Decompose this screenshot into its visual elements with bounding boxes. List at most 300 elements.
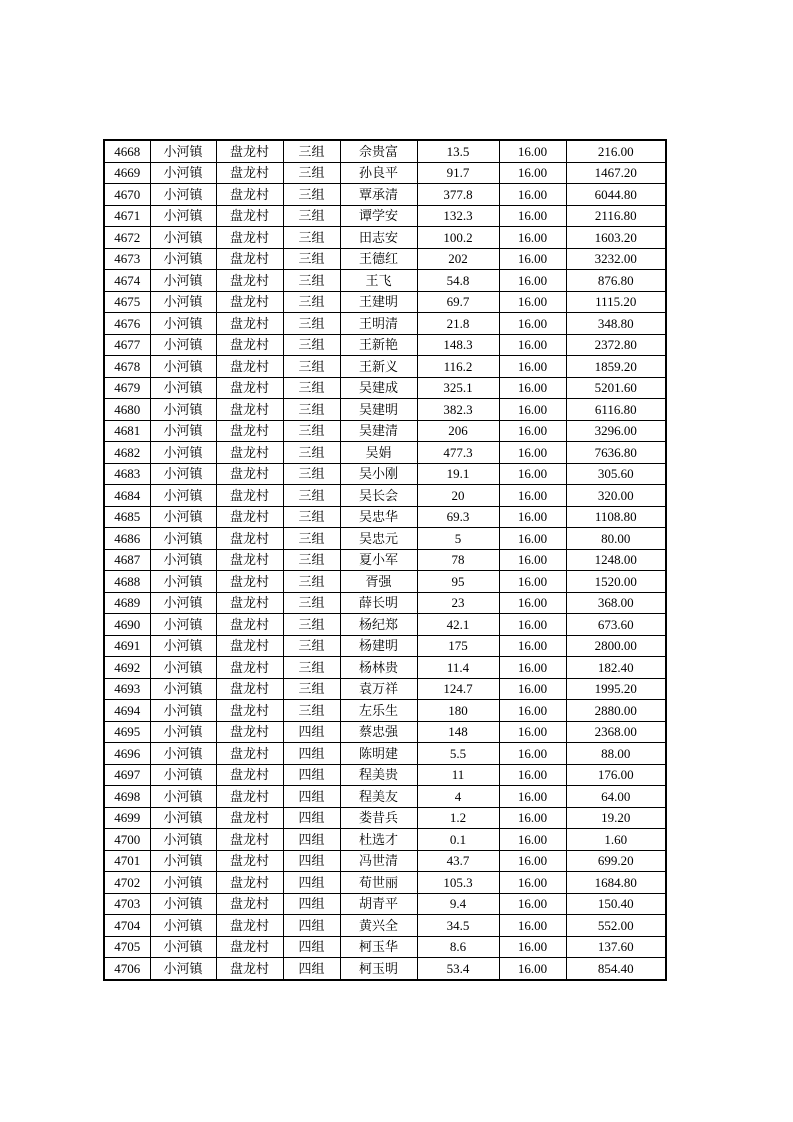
- cell-village: 盘龙村: [216, 184, 283, 206]
- cell-town: 小河镇: [150, 399, 216, 421]
- cell-group: 四组: [283, 872, 340, 894]
- cell-amount: 3296.00: [566, 420, 666, 442]
- cell-village: 盘龙村: [216, 140, 283, 162]
- table-row: [104, 463, 666, 485]
- table-row: [104, 592, 666, 614]
- cell-unit_price: 16.00: [499, 442, 566, 464]
- cell-village: 盘龙村: [216, 614, 283, 636]
- cell-group: 四组: [283, 893, 340, 915]
- cell-unit_price: 16.00: [499, 657, 566, 679]
- cell-village: 盘龙村: [216, 442, 283, 464]
- cell-quantity: 5.5: [417, 743, 499, 765]
- cell-name: 胥强: [340, 571, 417, 593]
- cell-name: 杨纪郑: [340, 614, 417, 636]
- cell-name: 胡青平: [340, 893, 417, 915]
- cell-id: 4668: [104, 140, 150, 162]
- cell-group: 三组: [283, 270, 340, 292]
- cell-town: 小河镇: [150, 420, 216, 442]
- cell-quantity: 377.8: [417, 184, 499, 206]
- cell-id: 4679: [104, 377, 150, 399]
- cell-id: 4674: [104, 270, 150, 292]
- cell-unit_price: 16.00: [499, 614, 566, 636]
- cell-name: 吴娟: [340, 442, 417, 464]
- cell-name: 吴建明: [340, 399, 417, 421]
- cell-amount: 876.80: [566, 270, 666, 292]
- cell-village: 盘龙村: [216, 678, 283, 700]
- cell-village: 盘龙村: [216, 291, 283, 313]
- cell-unit_price: 16.00: [499, 936, 566, 958]
- cell-town: 小河镇: [150, 463, 216, 485]
- cell-quantity: 20: [417, 485, 499, 507]
- cell-unit_price: 16.00: [499, 334, 566, 356]
- cell-quantity: 13.5: [417, 140, 499, 162]
- table-row: [104, 700, 666, 722]
- cell-id: 4697: [104, 764, 150, 786]
- cell-unit_price: 16.00: [499, 184, 566, 206]
- cell-quantity: 105.3: [417, 872, 499, 894]
- cell-town: 小河镇: [150, 700, 216, 722]
- cell-town: 小河镇: [150, 592, 216, 614]
- cell-quantity: 54.8: [417, 270, 499, 292]
- cell-group: 三组: [283, 377, 340, 399]
- cell-group: 四组: [283, 915, 340, 937]
- cell-id: 4704: [104, 915, 150, 937]
- cell-quantity: 42.1: [417, 614, 499, 636]
- cell-group: 三组: [283, 291, 340, 313]
- cell-quantity: 19.1: [417, 463, 499, 485]
- table-row: [104, 850, 666, 872]
- cell-id: 4684: [104, 485, 150, 507]
- cell-amount: 176.00: [566, 764, 666, 786]
- cell-town: 小河镇: [150, 829, 216, 851]
- table-row: [104, 936, 666, 958]
- cell-amount: 1467.20: [566, 162, 666, 184]
- cell-amount: 216.00: [566, 140, 666, 162]
- cell-name: 蔡忠强: [340, 721, 417, 743]
- cell-amount: 1108.80: [566, 506, 666, 528]
- cell-amount: 1.60: [566, 829, 666, 851]
- cell-name: 柯玉华: [340, 936, 417, 958]
- cell-name: 杨林贵: [340, 657, 417, 679]
- table-row: [104, 377, 666, 399]
- cell-unit_price: 16.00: [499, 528, 566, 550]
- cell-id: 4694: [104, 700, 150, 722]
- table-row: [104, 506, 666, 528]
- cell-village: 盘龙村: [216, 227, 283, 249]
- cell-id: 4689: [104, 592, 150, 614]
- cell-quantity: 100.2: [417, 227, 499, 249]
- cell-group: 三组: [283, 614, 340, 636]
- cell-name: 王建明: [340, 291, 417, 313]
- cell-town: 小河镇: [150, 334, 216, 356]
- cell-unit_price: 16.00: [499, 958, 566, 980]
- cell-group: 三组: [283, 657, 340, 679]
- cell-amount: 673.60: [566, 614, 666, 636]
- cell-amount: 699.20: [566, 850, 666, 872]
- cell-group: 四组: [283, 958, 340, 980]
- cell-unit_price: 16.00: [499, 764, 566, 786]
- cell-amount: 1520.00: [566, 571, 666, 593]
- cell-amount: 137.60: [566, 936, 666, 958]
- cell-amount: 1248.00: [566, 549, 666, 571]
- cell-unit_price: 16.00: [499, 571, 566, 593]
- cell-amount: 19.20: [566, 807, 666, 829]
- cell-unit_price: 16.00: [499, 270, 566, 292]
- cell-group: 四组: [283, 850, 340, 872]
- table-row: [104, 420, 666, 442]
- cell-quantity: 11.4: [417, 657, 499, 679]
- table-row: [104, 721, 666, 743]
- cell-village: 盘龙村: [216, 872, 283, 894]
- cell-town: 小河镇: [150, 893, 216, 915]
- cell-group: 四组: [283, 743, 340, 765]
- table-row: [104, 485, 666, 507]
- cell-unit_price: 16.00: [499, 162, 566, 184]
- cell-village: 盘龙村: [216, 463, 283, 485]
- cell-id: 4700: [104, 829, 150, 851]
- cell-unit_price: 16.00: [499, 506, 566, 528]
- cell-group: 三组: [283, 184, 340, 206]
- cell-village: 盘龙村: [216, 786, 283, 808]
- cell-quantity: 124.7: [417, 678, 499, 700]
- table-body: [104, 140, 666, 980]
- cell-amount: 64.00: [566, 786, 666, 808]
- cell-group: 三组: [283, 592, 340, 614]
- cell-amount: 368.00: [566, 592, 666, 614]
- cell-amount: 2116.80: [566, 205, 666, 227]
- cell-unit_price: 16.00: [499, 786, 566, 808]
- cell-group: 三组: [283, 356, 340, 378]
- cell-amount: 1859.20: [566, 356, 666, 378]
- cell-unit_price: 16.00: [499, 140, 566, 162]
- table-row: [104, 248, 666, 270]
- table-row: [104, 140, 666, 162]
- cell-group: 三组: [283, 205, 340, 227]
- cell-village: 盘龙村: [216, 657, 283, 679]
- cell-group: 四组: [283, 786, 340, 808]
- cell-quantity: 34.5: [417, 915, 499, 937]
- cell-id: 4676: [104, 313, 150, 335]
- cell-name: 王明清: [340, 313, 417, 335]
- cell-group: 四组: [283, 721, 340, 743]
- cell-unit_price: 16.00: [499, 291, 566, 313]
- cell-id: 4686: [104, 528, 150, 550]
- cell-quantity: 21.8: [417, 313, 499, 335]
- cell-amount: 7636.80: [566, 442, 666, 464]
- cell-village: 盘龙村: [216, 205, 283, 227]
- cell-village: 盘龙村: [216, 162, 283, 184]
- table-row: [104, 205, 666, 227]
- cell-quantity: 175: [417, 635, 499, 657]
- cell-id: 4675: [104, 291, 150, 313]
- cell-unit_price: 16.00: [499, 205, 566, 227]
- cell-quantity: 69.3: [417, 506, 499, 528]
- cell-id: 4670: [104, 184, 150, 206]
- cell-village: 盘龙村: [216, 313, 283, 335]
- cell-village: 盘龙村: [216, 829, 283, 851]
- cell-unit_price: 16.00: [499, 356, 566, 378]
- table-row: [104, 291, 666, 313]
- table-row: [104, 657, 666, 679]
- cell-village: 盘龙村: [216, 936, 283, 958]
- cell-town: 小河镇: [150, 872, 216, 894]
- cell-town: 小河镇: [150, 571, 216, 593]
- cell-id: 4693: [104, 678, 150, 700]
- table-row: [104, 528, 666, 550]
- table-row: [104, 442, 666, 464]
- cell-amount: 552.00: [566, 915, 666, 937]
- cell-unit_price: 16.00: [499, 700, 566, 722]
- cell-quantity: 148: [417, 721, 499, 743]
- cell-group: 三组: [283, 420, 340, 442]
- cell-id: 4683: [104, 463, 150, 485]
- cell-amount: 854.40: [566, 958, 666, 980]
- cell-name: 吴忠华: [340, 506, 417, 528]
- cell-village: 盘龙村: [216, 420, 283, 442]
- table-row: [104, 549, 666, 571]
- cell-id: 4682: [104, 442, 150, 464]
- cell-quantity: 95: [417, 571, 499, 593]
- cell-village: 盘龙村: [216, 528, 283, 550]
- table-row: [104, 334, 666, 356]
- cell-name: 佘贵富: [340, 140, 417, 162]
- cell-village: 盘龙村: [216, 635, 283, 657]
- cell-name: 王德红: [340, 248, 417, 270]
- cell-name: 柯玉明: [340, 958, 417, 980]
- cell-name: 王飞: [340, 270, 417, 292]
- cell-quantity: 325.1: [417, 377, 499, 399]
- cell-amount: 5201.60: [566, 377, 666, 399]
- cell-village: 盘龙村: [216, 743, 283, 765]
- cell-name: 杜选才: [340, 829, 417, 851]
- cell-amount: 2372.80: [566, 334, 666, 356]
- table-row: [104, 743, 666, 765]
- cell-town: 小河镇: [150, 915, 216, 937]
- cell-name: 吴长会: [340, 485, 417, 507]
- table-row: [104, 614, 666, 636]
- cell-village: 盘龙村: [216, 356, 283, 378]
- cell-name: 夏小军: [340, 549, 417, 571]
- cell-group: 三组: [283, 485, 340, 507]
- records-table: [103, 139, 667, 981]
- cell-group: 四组: [283, 764, 340, 786]
- cell-group: 三组: [283, 399, 340, 421]
- cell-group: 三组: [283, 678, 340, 700]
- cell-group: 三组: [283, 162, 340, 184]
- cell-unit_price: 16.00: [499, 463, 566, 485]
- cell-town: 小河镇: [150, 764, 216, 786]
- cell-village: 盘龙村: [216, 506, 283, 528]
- cell-name: 娄昔兵: [340, 807, 417, 829]
- cell-id: 4703: [104, 893, 150, 915]
- cell-town: 小河镇: [150, 635, 216, 657]
- cell-name: 王新义: [340, 356, 417, 378]
- cell-name: 杨建明: [340, 635, 417, 657]
- cell-town: 小河镇: [150, 184, 216, 206]
- cell-amount: 80.00: [566, 528, 666, 550]
- cell-village: 盘龙村: [216, 807, 283, 829]
- cell-unit_price: 16.00: [499, 721, 566, 743]
- cell-unit_price: 16.00: [499, 872, 566, 894]
- table-row: [104, 764, 666, 786]
- cell-quantity: 477.3: [417, 442, 499, 464]
- cell-village: 盘龙村: [216, 399, 283, 421]
- cell-town: 小河镇: [150, 205, 216, 227]
- cell-id: 4699: [104, 807, 150, 829]
- cell-town: 小河镇: [150, 657, 216, 679]
- table-row: [104, 958, 666, 980]
- cell-unit_price: 16.00: [499, 915, 566, 937]
- cell-id: 4702: [104, 872, 150, 894]
- cell-town: 小河镇: [150, 506, 216, 528]
- cell-quantity: 132.3: [417, 205, 499, 227]
- table-row: [104, 356, 666, 378]
- cell-amount: 305.60: [566, 463, 666, 485]
- cell-quantity: 180: [417, 700, 499, 722]
- cell-quantity: 4: [417, 786, 499, 808]
- cell-quantity: 43.7: [417, 850, 499, 872]
- cell-id: 4680: [104, 399, 150, 421]
- cell-town: 小河镇: [150, 291, 216, 313]
- cell-id: 4698: [104, 786, 150, 808]
- cell-name: 左乐生: [340, 700, 417, 722]
- cell-name: 陈明建: [340, 743, 417, 765]
- cell-quantity: 1.2: [417, 807, 499, 829]
- cell-unit_price: 16.00: [499, 592, 566, 614]
- cell-id: 4705: [104, 936, 150, 958]
- cell-town: 小河镇: [150, 485, 216, 507]
- table-row: [104, 893, 666, 915]
- table-row: [104, 571, 666, 593]
- cell-name: 王新艳: [340, 334, 417, 356]
- cell-village: 盘龙村: [216, 485, 283, 507]
- table-row: [104, 399, 666, 421]
- cell-id: 4706: [104, 958, 150, 980]
- cell-town: 小河镇: [150, 614, 216, 636]
- table-row: [104, 313, 666, 335]
- cell-quantity: 69.7: [417, 291, 499, 313]
- cell-town: 小河镇: [150, 721, 216, 743]
- cell-quantity: 202: [417, 248, 499, 270]
- cell-id: 4677: [104, 334, 150, 356]
- cell-name: 吴建成: [340, 377, 417, 399]
- cell-town: 小河镇: [150, 248, 216, 270]
- cell-town: 小河镇: [150, 549, 216, 571]
- cell-group: 三组: [283, 549, 340, 571]
- cell-group: 三组: [283, 227, 340, 249]
- cell-amount: 1995.20: [566, 678, 666, 700]
- table-row: [104, 227, 666, 249]
- cell-name: 荀世丽: [340, 872, 417, 894]
- cell-quantity: 5: [417, 528, 499, 550]
- cell-group: 三组: [283, 140, 340, 162]
- cell-village: 盘龙村: [216, 850, 283, 872]
- cell-id: 4672: [104, 227, 150, 249]
- cell-amount: 1603.20: [566, 227, 666, 249]
- cell-unit_price: 16.00: [499, 313, 566, 335]
- cell-group: 四组: [283, 807, 340, 829]
- cell-id: 4681: [104, 420, 150, 442]
- cell-village: 盘龙村: [216, 721, 283, 743]
- cell-name: 袁万祥: [340, 678, 417, 700]
- cell-town: 小河镇: [150, 227, 216, 249]
- cell-name: 程美贵: [340, 764, 417, 786]
- cell-quantity: 148.3: [417, 334, 499, 356]
- cell-id: 4673: [104, 248, 150, 270]
- cell-town: 小河镇: [150, 528, 216, 550]
- cell-amount: 6116.80: [566, 399, 666, 421]
- cell-unit_price: 16.00: [499, 893, 566, 915]
- cell-amount: 6044.80: [566, 184, 666, 206]
- cell-amount: 88.00: [566, 743, 666, 765]
- cell-name: 谭学安: [340, 205, 417, 227]
- cell-unit_price: 16.00: [499, 635, 566, 657]
- cell-amount: 320.00: [566, 485, 666, 507]
- cell-group: 三组: [283, 442, 340, 464]
- cell-village: 盘龙村: [216, 958, 283, 980]
- table-row: [104, 184, 666, 206]
- cell-quantity: 116.2: [417, 356, 499, 378]
- cell-town: 小河镇: [150, 442, 216, 464]
- cell-amount: 1115.20: [566, 291, 666, 313]
- cell-amount: 2368.00: [566, 721, 666, 743]
- cell-town: 小河镇: [150, 356, 216, 378]
- cell-quantity: 8.6: [417, 936, 499, 958]
- cell-amount: 348.80: [566, 313, 666, 335]
- cell-town: 小河镇: [150, 807, 216, 829]
- cell-unit_price: 16.00: [499, 678, 566, 700]
- cell-name: 黄兴全: [340, 915, 417, 937]
- cell-id: 4669: [104, 162, 150, 184]
- cell-unit_price: 16.00: [499, 549, 566, 571]
- cell-amount: 3232.00: [566, 248, 666, 270]
- cell-village: 盘龙村: [216, 334, 283, 356]
- cell-town: 小河镇: [150, 270, 216, 292]
- cell-group: 三组: [283, 248, 340, 270]
- cell-name: 孙良平: [340, 162, 417, 184]
- cell-id: 4685: [104, 506, 150, 528]
- cell-unit_price: 16.00: [499, 850, 566, 872]
- cell-id: 4691: [104, 635, 150, 657]
- cell-group: 三组: [283, 635, 340, 657]
- cell-id: 4690: [104, 614, 150, 636]
- cell-name: 田志安: [340, 227, 417, 249]
- cell-village: 盘龙村: [216, 915, 283, 937]
- cell-id: 4671: [104, 205, 150, 227]
- cell-village: 盘龙村: [216, 248, 283, 270]
- cell-quantity: 78: [417, 549, 499, 571]
- cell-town: 小河镇: [150, 162, 216, 184]
- table-row: [104, 270, 666, 292]
- cell-id: 4701: [104, 850, 150, 872]
- cell-town: 小河镇: [150, 140, 216, 162]
- cell-unit_price: 16.00: [499, 399, 566, 421]
- cell-id: 4692: [104, 657, 150, 679]
- cell-town: 小河镇: [150, 936, 216, 958]
- cell-group: 三组: [283, 463, 340, 485]
- table-row: [104, 786, 666, 808]
- cell-id: 4687: [104, 549, 150, 571]
- cell-name: 吴忠元: [340, 528, 417, 550]
- cell-village: 盘龙村: [216, 549, 283, 571]
- cell-group: 三组: [283, 334, 340, 356]
- cell-town: 小河镇: [150, 377, 216, 399]
- cell-town: 小河镇: [150, 958, 216, 980]
- cell-group: 四组: [283, 936, 340, 958]
- cell-name: 冯世清: [340, 850, 417, 872]
- cell-village: 盘龙村: [216, 893, 283, 915]
- cell-id: 4688: [104, 571, 150, 593]
